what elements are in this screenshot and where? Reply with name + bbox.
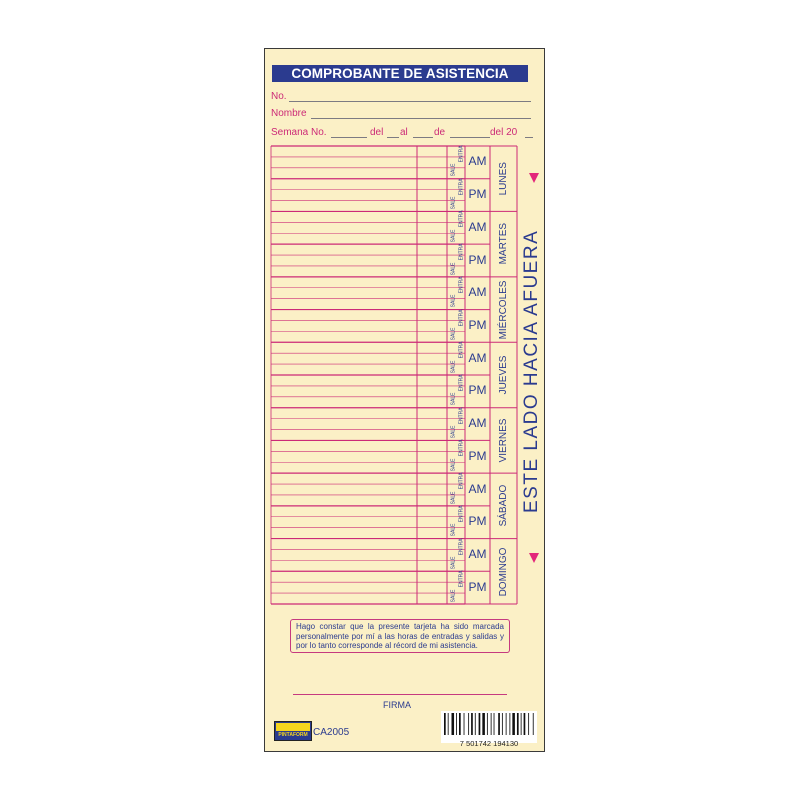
entra-label: ENTRA	[458, 472, 465, 490]
sale-label: SALE	[450, 196, 457, 210]
brand-logo: PINTAFORM	[274, 721, 312, 741]
day-label: DOMINGO	[498, 546, 509, 596]
barcode-number: 7 501742 194130	[459, 739, 519, 748]
sale-label: SALE	[450, 458, 457, 472]
barcode-bar	[475, 713, 476, 735]
barcode-bar	[448, 713, 449, 735]
barcode-bar	[487, 713, 488, 735]
semana-label: Semana No.	[271, 127, 327, 138]
entra-label: ENTRA	[458, 570, 465, 588]
entra-label: ENTRA	[458, 243, 465, 261]
nombre-label: Nombre	[271, 108, 307, 119]
model-number: CA2005	[313, 727, 350, 738]
day-label: VIERNES	[498, 418, 509, 463]
barcode-bar	[468, 713, 469, 735]
barcode-bar	[502, 713, 503, 735]
sale-label: SALE	[450, 425, 457, 439]
day-label: JUEVES	[498, 355, 509, 395]
entra-label: ENTRA	[458, 309, 465, 327]
sale-label: SALE	[450, 262, 457, 276]
sale-label: SALE	[450, 491, 457, 505]
entra-label: ENTRA	[458, 145, 465, 163]
attendance-card	[264, 48, 545, 752]
barcode-bar	[456, 713, 457, 735]
sale-label: SALE	[450, 523, 457, 537]
barcode-bar	[464, 713, 465, 735]
barcode-bar	[444, 713, 446, 735]
barcode-bar	[509, 713, 510, 735]
barcode-bar	[471, 713, 473, 735]
sale-label: SALE	[450, 360, 457, 374]
firma-label: FIRMA	[383, 700, 411, 710]
barcode-bar	[498, 713, 500, 735]
day-label: MIÉRCOLES	[498, 280, 509, 340]
pm-label: PM	[468, 514, 487, 529]
am-label: AM	[468, 546, 487, 561]
day-label: MARTES	[498, 223, 509, 265]
card-title: COMPROBANTE DE ASISTENCIA	[272, 65, 528, 82]
entra-label: ENTRA	[458, 178, 465, 196]
signature-line	[293, 694, 507, 695]
barcode-bar	[479, 713, 481, 735]
day-label: SÁBADO	[498, 485, 509, 527]
barcode-bar	[521, 713, 522, 735]
arrow-down-icon	[525, 169, 541, 185]
no-label: No.	[271, 91, 287, 102]
semana-del-label: del	[370, 127, 384, 138]
sale-label: SALE	[450, 393, 457, 406]
entra-label: ENTRA	[458, 440, 465, 458]
am-label: AM	[468, 285, 487, 300]
day-label: LUNES	[498, 162, 509, 196]
barcode-bar	[528, 713, 529, 735]
barcode-bar	[512, 713, 515, 735]
barcode-bar	[459, 713, 461, 735]
pm-label: PM	[468, 187, 487, 202]
barcode-bar	[524, 713, 526, 735]
certification-text: Hago constar que la presente tarjeta ha sido marcada personalmente por mí a las horas de entradas y salidas y por lo tanto corresponde al récord de mi asistencia.	[290, 619, 510, 653]
pm-label: PM	[468, 579, 487, 594]
barcode-bar	[506, 713, 507, 735]
barcode-bar	[533, 713, 534, 735]
semana-del20-label: del 20	[490, 127, 518, 138]
entra-label: ENTRA	[458, 505, 465, 523]
sale-label: SALE	[450, 556, 457, 570]
entra-label: ENTRA	[458, 211, 465, 229]
barcode-bar	[517, 713, 519, 735]
pm-label: PM	[468, 383, 487, 398]
semana-de-label: de	[434, 127, 446, 138]
entra-label: ENTRA	[458, 538, 465, 556]
am-label: AM	[468, 219, 487, 234]
pm-label: PM	[468, 317, 487, 332]
pm-label: PM	[468, 448, 487, 463]
arrow-down-icon	[525, 549, 541, 565]
sale-label: SALE	[450, 164, 457, 177]
barcode	[441, 711, 537, 748]
barcode-bar	[491, 713, 492, 735]
barcode-bar	[494, 713, 495, 735]
sale-label: SALE	[450, 589, 457, 603]
pm-label: PM	[468, 252, 487, 267]
am-label: AM	[468, 154, 487, 169]
am-label: AM	[468, 416, 487, 431]
sale-label: SALE	[450, 229, 457, 243]
am-label: AM	[468, 481, 487, 496]
semana-al-label: al	[400, 127, 408, 138]
side-orientation-text: ESTE LADO HACIA AFUERA	[521, 229, 542, 514]
entra-label: ENTRA	[458, 374, 465, 392]
entra-label: ENTRA	[458, 407, 465, 425]
am-label: AM	[468, 350, 487, 365]
sale-label: SALE	[450, 294, 457, 308]
sale-label: SALE	[450, 327, 457, 341]
entra-label: ENTRA	[458, 341, 465, 359]
entra-label: ENTRA	[458, 276, 465, 294]
barcode-bar	[482, 713, 485, 735]
barcode-bar	[452, 713, 455, 735]
